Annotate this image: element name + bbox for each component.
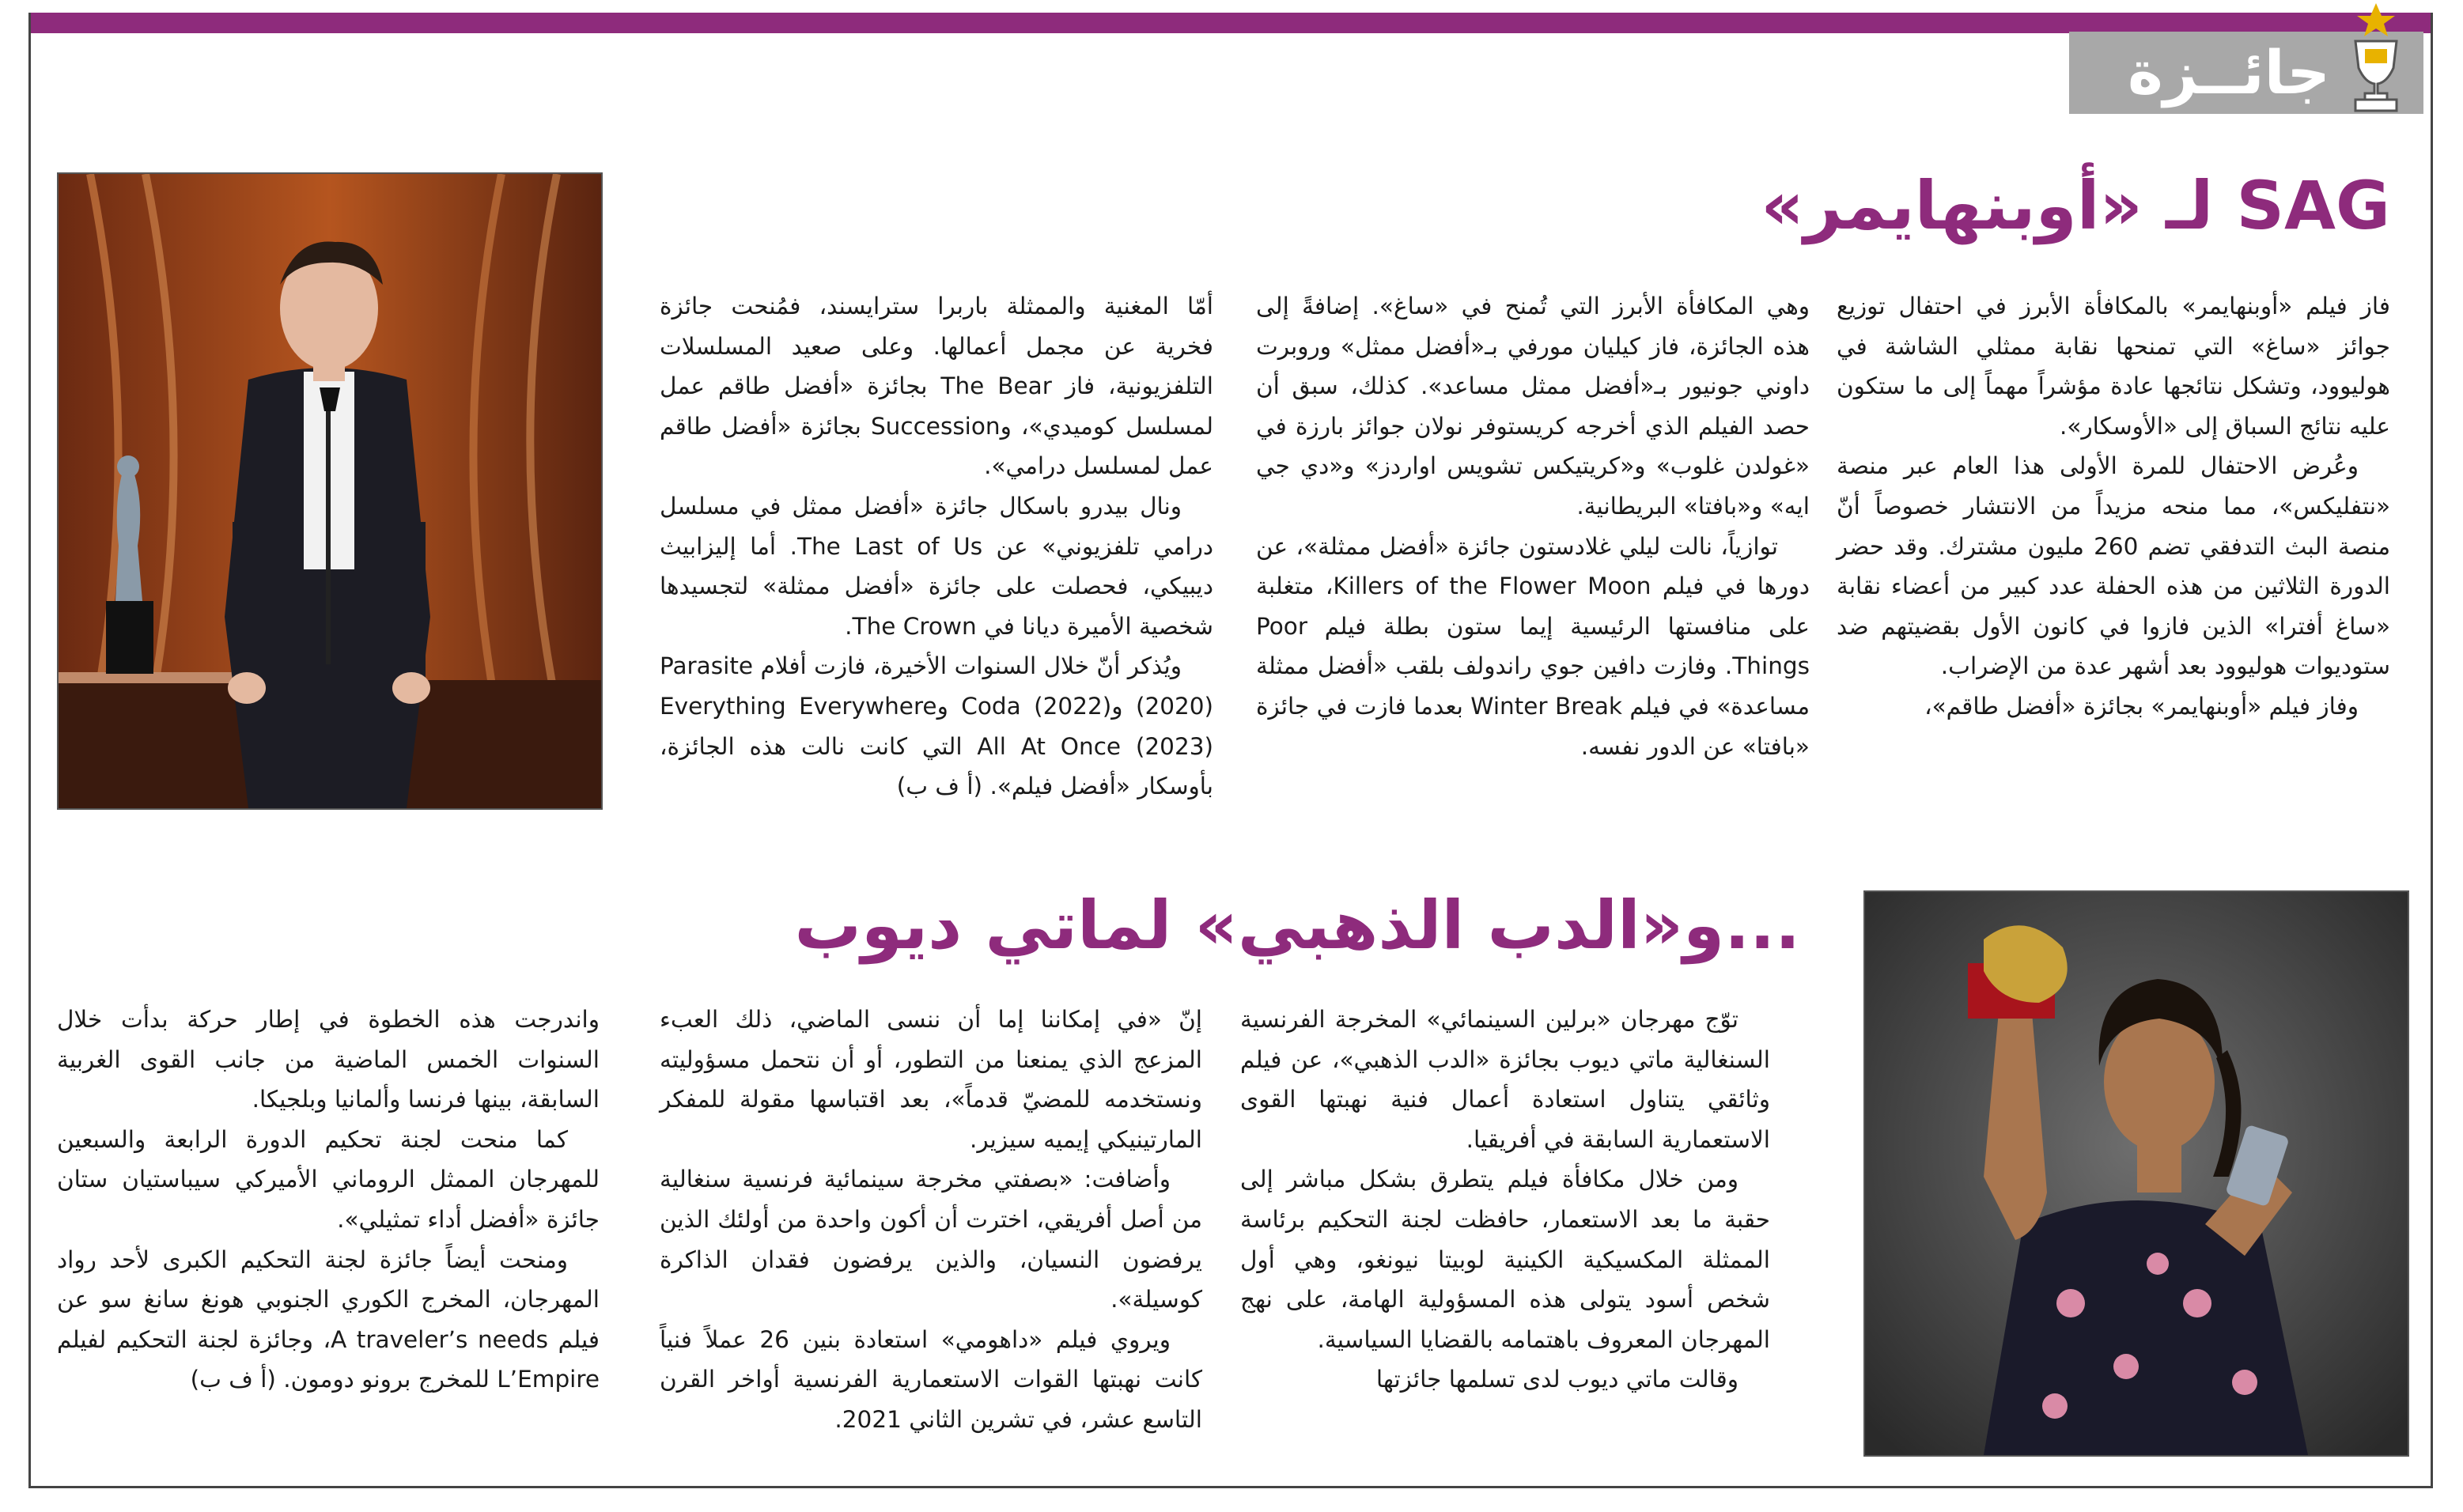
headline-story1: SAG لـ «أوبنهايمر» <box>1761 167 2390 244</box>
paragraph: ومن خلال مكافأة فيلم يتطرق بشكل مباشر إلى حقبة ما بعد الاستعمار، حافظت لجنة التحكيم برئاسة الممثلة المكسيكية الكينية لوبيتا نيونغو، وهي أول شخص أسود يتولى هذه المسؤولية الهامة، على نهج المهرجان المعروف باهتمامه بالقضايا السياسية. <box>1240 1166 1770 1353</box>
paragraph: ومنحت أيضاً جائزة لجنة التحكيم الكبرى لأحد رواد المهرجان، المخرج الكوري الجنوبي هونغ سانغ سو عن فيلم A traveler’s needs، وجائزة لجنة التحكيم لفيلم L’Empire للمخرج برونو دومون. (أ ف ب) <box>57 1246 600 1393</box>
headline-story2: ...و«الدب الذهبي» لماتي ديوب <box>794 886 1800 964</box>
story1-column-3 <box>660 286 1213 807</box>
paragraph: أمّا المغنية والممثلة باربرا سترايسند، فمُنحت جائزة فخرية عن مجمل أعمالها. وعلى صعيد المسلسلات التلفزيونية، فاز The Bear بجائزة «أفضل طاقم عمل لمسلسل كوميدي»، وSuccession بجائزة «أفضل طاقم عمل لمسلسل درامي». <box>660 293 1213 480</box>
paragraph: وفاز فيلم «أوبنهايمر» بجائزة «أفضل طاقم»، <box>1924 692 2359 720</box>
paragraph: ونال بيدرو باسكال جائزة «أفضل ممثل في مسلسل درامي تلفزيوني» عن The Last of Us. أما إليزابيث ديبيكي، فحصلت على جائزة «أفضل ممثلة» لتجسيدها شخصية الأميرة ديانا في The Crown. <box>660 492 1213 640</box>
paragraph: وعُرض الاحتفال للمرة الأولى هذا العام عبر منصة «نتفليكس»، مما منحه مزيداً من الانتشار خصوصاً أنّ منصة البث التدفقي تضم 260 مليون مشترك. وقد حضر الدورة الثلاثين من هذه الحفلة عدد كبير من أعضاء نقابة «ساغ أفترا» الذين فازوا في كانون الأول بقضيتهم ضد ستوديوات هوليوود بعد أشهر عدة من الإضراب. <box>1837 452 2390 680</box>
director-with-golden-bear-photo <box>1863 890 2409 1457</box>
story1-column-1 <box>1837 286 2390 727</box>
story2-column-2 <box>660 1000 1202 1440</box>
paragraph: واندرجت هذه الخطوة في إطار حركة بدأت خلال السنوات الخمس الماضية من جانب القوى الغربية السابقة، بينها فرنسا وألمانيا وبلجيكا. <box>57 1006 600 1113</box>
story2-column-3 <box>57 1000 600 1400</box>
section-label: جائــزة <box>2128 37 2330 108</box>
actor-at-podium-photo <box>57 172 603 810</box>
story2-column-1 <box>1240 1000 1770 1400</box>
paragraph: إنّ «في إمكاننا إما أن ننسى الماضي، ذلك العبء المزعج الذي يمنعنا من التطور، أو أن نتحمل مسؤوليته ونستخدمه للمضيّ قدماً»، بعد اقتباسها مقولة للمفكر المارتينيكي إيميه سيزير. <box>660 1006 1202 1153</box>
paragraph: ويروي فيلم «داهومي» استعادة بنين 26 عملاً فنياً كانت نهبتها القوات الاستعمارية الفرنسية أواخر القرن التاسع عشر، في تشرين الثاني 2021. <box>660 1325 1202 1433</box>
trophy-icon <box>2332 0 2420 115</box>
paragraph: ويُذكر أنّ خلال السنوات الأخيرة، فازت أفلام Parasite (2020) وCoda (2022) وEverything Everywhere All At Once (2023) التي كانت نالت هذه الجائزة، بأوسكار «أفضل فيلم». (أ ف ب) <box>660 652 1214 800</box>
paragraph: وقالت ماتي ديوب لدى تسلمها جائزتها <box>1375 1366 1738 1393</box>
paragraph: وهي المكافأة الأبرز التي تُمنح في «ساغ». إضافةً إلى هذه الجائزة، فاز كيليان مورفي بـ«أفضل ممثل» وروبرت داوني جونيور بـ«أفضل ممثل مساعد». كذلك، سبق أن حصد الفيلم الذي أخرجه كريستوفر نولان جوائز بارزة في «غولدن غلوب» و«كريتيكس تشويس اواردز» و«دي جي ايه» و«بافتا» البريطانية. <box>1256 293 1810 520</box>
paragraph: كما منحت لجنة تحكيم الدورة الرابعة والسبعين للمهرجان الممثل الروماني الأميركي سيباستيان ستان جائزة «أفضل أداء تمثيلي». <box>57 1125 600 1233</box>
paragraph: توّج مهرجان «برلين السينمائي» المخرجة الفرنسية السنغالية ماتي ديوب بجائزة «الدب الذهبي»، عن فيلم وثائقي يتناول استعادة أعمال فنية نهبتها القوى الاستعمارية السابقة في أفريقيا. <box>1240 1006 1770 1153</box>
story1-column-2 <box>1256 286 1810 766</box>
paragraph: فاز فيلم «أوبنهايمر» بالمكافأة الأبرز في احتفال توزيع جوائز «ساغ» التي تمنحها نقابة ممثلي الشاشة في هوليوود، وتشكل نتائجها عادة مؤشراً مهماً إلى ما ستكون عليه نتائج السباق إلى «الأوسكار». <box>1837 293 2390 440</box>
paragraph: توازياً، نالت ليلي غلادستون جائزة «أفضل ممثلة»، عن دورها في فيلم Killers of the Flower Moon، متغلبة على منافستها الرئيسية إيما ستون بطلة فيلم Poor Things. وفازت دافين جوي راندولف بلقب «أفضل ممثلة مساعدة» في فيلم Winter Break بعدما فازت في جائزة «بافتا» عن الدور نفسه. <box>1256 532 1810 760</box>
paragraph: وأضافت: «بصفتي مخرجة سينمائية فرنسية سنغالية من أصل أفريقي، اخترت أن أكون واحدة من أولئك الذين يرفضون النسيان، والذين يرفضون فقدان الذاكرة كوسيلة». <box>660 1166 1202 1314</box>
